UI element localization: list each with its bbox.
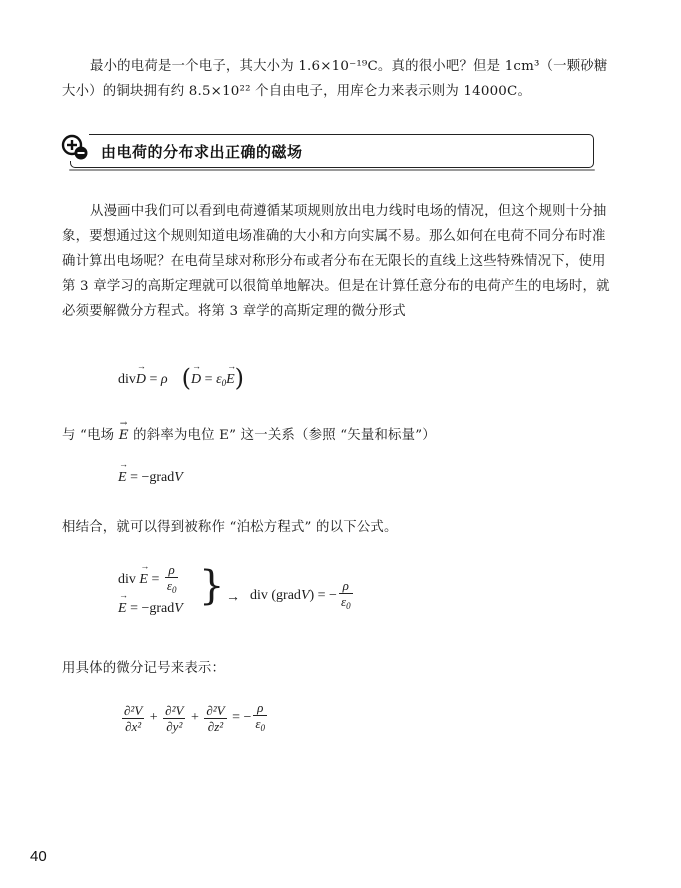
intro-paragraph: 最小的电荷是一个电子，其大小为 1.6×10⁻¹⁹C。真的很小吧？但是 1cm³（一颗砂糖大小）的铜块拥有约 8.5×10²² 个自由电子，用库仑力来表示则为 14000C。 (62, 59, 608, 99)
vector-d: → D (136, 372, 146, 388)
system-grad-line: → E = −gradV (118, 601, 183, 617)
gauss-differential-equation: div→ D = ρ (→ $D = \varepsilon_0\to E$) (118, 364, 244, 392)
vector-e: → E (119, 423, 129, 448)
implies-arrow: → (226, 590, 240, 605)
poisson-result: div (gradV) = − $\frac{\rho}{\varepsilon_0}$ (250, 578, 351, 611)
poisson-partial-equation: $\frac{\text{∂²V}}{\text{∂x²}}$ + $\frac{\text{∂²V}}{\text{∂y²}}$ + $\frac{\text{∂²V}}{\text{∂z²}}$ = − $\frac{\rho}{\varepsilon_0}$ (124, 700, 266, 734)
plus-minus-charge-icon (61, 133, 89, 161)
right-brace: } (199, 563, 225, 609)
gradient-equation: → E = −gradV (118, 470, 183, 486)
body-paragraph: 从漫画中我们可以看到电荷遵循某项规则放出电力线时电场的情况，但这个规则十分抽象，要想通过这个规则知道电场准确的大小和方向实属不易。那么如何在电荷不同分布时准确计算出电场呢？在电荷呈球对称形分布或者分布在无限长的直线上这些特殊情况下，使用第 3 章学习的高斯定理就可以很简单地解决。但是在计算任意分布的电荷产生的电场时，就必须要解微分方程式。将第 3 章学的高斯定理的微分形式 (62, 204, 610, 319)
relation-line: 与 “电场 → E 的斜率为电位 E” 这一关系（参照 “矢量和标量”） (62, 423, 618, 448)
section-header (70, 134, 594, 168)
system-div-line: div → E = $\frac{\rho}{\varepsilon_0}$ (118, 562, 208, 598)
notation-line: 用具体的微分记号来表示： (62, 661, 226, 676)
page-number: 40 (30, 848, 47, 865)
section-title: 由电荷的分布求出正确的磁场 (101, 143, 303, 161)
combine-line: 相结合，就可以得到被称作 “泊松方程式” 的以下公式。 (62, 520, 398, 535)
